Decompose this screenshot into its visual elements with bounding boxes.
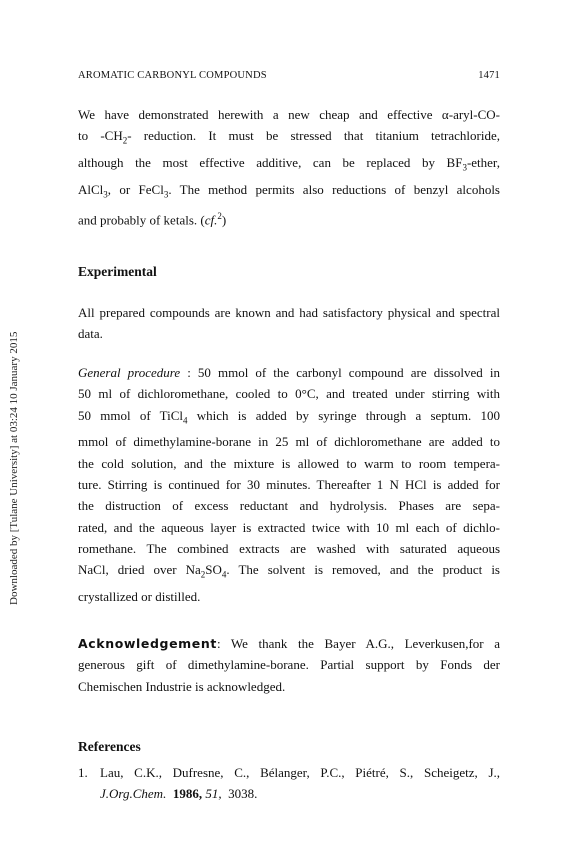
experimental-heading: Experimental (78, 264, 157, 279)
download-watermark-text: Downloaded by [Tulane University] at 03:24 10 January 2015 (8, 331, 20, 605)
ack-label: Acknowledgement (78, 636, 217, 651)
intro-line: to $-CH_2-$ reduction. It must be stressed that titanium tetrachloride, (78, 128, 500, 146)
general-procedure: General procedure : 50 mmol of the carbonyl compound are dissolved in 50 ml of dichloromethane, cooled to 0°C, and treated under stirring with 50 mmol of TiCl$_4$ which is added by syringe through a septum. 100 mmol of dimethylamine-borane in 25 ml of dichloromethane are added to the cold solution, and the mixture is allowed to warm to room tempera- ture. Stirring is continued for 30 minutes. Thereafter 1 N HCl is added for the distruction of excess reductant and hydrolysis. Phases are sepa- rated, and the aqueous layer is extracted twice with 10 ml each of dichlo- romethane. The combined extracts are washed with saturated aqueous NaCl, dried over $Na_2SO_4$. The solvent is removed, and the product is crystallized or distilled. (78, 365, 501, 605)
page-number: 1471 (478, 70, 500, 81)
intro-line: and probably of ketals. (cf.$^2$) (78, 210, 227, 228)
reference-citation: J.Org.Chem. 1986, 51, 3038. (100, 786, 258, 801)
acknowledgement: Acknowledgement: We thank the Bayer A.G., Leverkusen,for a generous gift of dimethylamine-borane. Partial support by Fonds der Chemischen Industrie is acknowledged. (78, 636, 500, 694)
intro-line: We have demonstrated herewith a new cheap and effective α-aryl-CO- (78, 107, 500, 122)
reference-number: 1. (78, 765, 88, 780)
reference-item (78, 762, 500, 804)
references-heading: References (78, 739, 141, 754)
running-title: AROMATIC CARBONYL COMPOUNDS (78, 70, 267, 81)
intro-line: AlCl$_3$, or FeCl$_3$. The method permits also reductions of benzyl alcohols (78, 182, 500, 200)
intro-line: although the most effective additive, can be replaced by $BF_3$-ether, (78, 155, 500, 173)
intro-paragraph (78, 104, 500, 231)
experimental-intro: All prepared compounds are known and had satisfactory physical and spectral data. (78, 305, 500, 342)
reference-authors: Lau, C.K., Dufresne, C., Bélanger, P.C., Piétré, S., Scheigetz, J., (100, 765, 500, 780)
